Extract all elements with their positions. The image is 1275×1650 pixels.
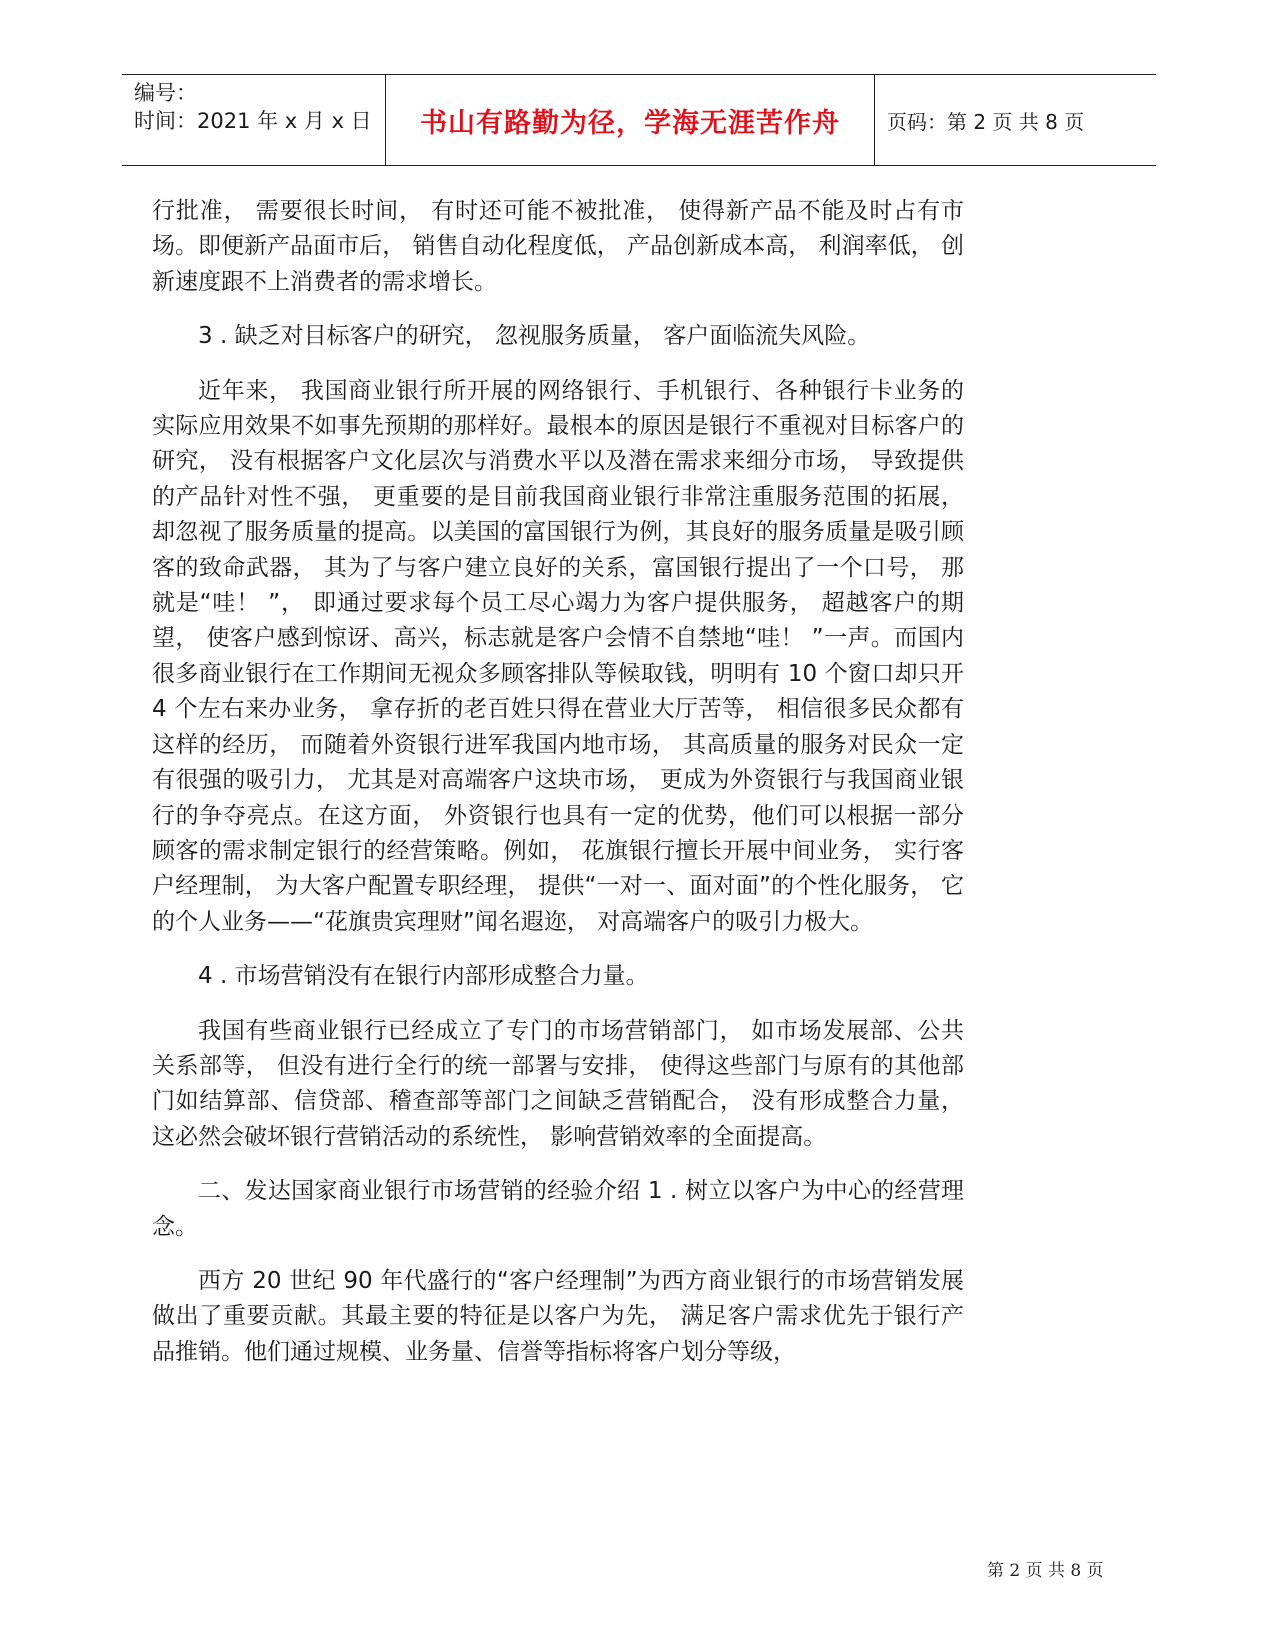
- document-time-label: 时间：2021 年 x 月 x 日: [134, 109, 372, 133]
- page-footer: 第 2 页 共 8 页: [987, 1561, 1104, 1581]
- section-heading: 4 . 市场营销没有在银行内部形成整合力量。: [198, 963, 649, 990]
- section-heading: 3 . 缺乏对目标客户的研究， 忽视服务质量， 客户面临流失风险。: [198, 323, 871, 350]
- body-paragraph: 行批准， 需要很长时间， 有时还可能不被批准， 使得新产品不能及时占有市场。即便新产品面市后， 销售自动化程度低， 产品创新成本高， 利润率低， 创新速度跟不上消费者的需求增长。: [152, 198, 964, 295]
- section-heading: 二、发达国家商业银行市场营销的经验介绍 1 . 树立以客户为中心的经营理念。: [152, 1178, 964, 1240]
- body-paragraph: 近年来， 我国商业银行所开展的网络银行、手机银行、各种银行卡业务的实际应用效果不如事先预期的那样好。最根本的原因是银行不重视对目标客户的研究， 没有根据客户文化层次与消费水平以及潜在需求来细分市场， 导致提供的产品针对性不强， 更重要的是目前我国商业银行非常注重服务范围的拓展， 却忽视了服务质量的提高。以美国的富国银行为例，其良好的服务质量是吸引顾客的致命武器， 其为了与客户建立良好的关系，富国银行提出了一个口号， 那就是“哇！ ”， 即通过要求每个员工尽心竭力为客户提供服务， 超越客户的期望， 使客户感到惊讶、高兴，标志就是客户会情不自禁地“哇！ ”一声。而国内很多商业银行在工作期间无视众多顾客排队等候取钱，明明有 10 个窗口却只开 4 个左右来办业务， 拿存折的老百姓只得在营业大厅苦等， 相信很多民众都有这样的经历， 而随着外资银行进军我国内地市场， 其高质量的服务对民众一定有很强的吸引力， 尤其是对高端客户这块市场， 更成为外资银行与我国商业银行的争夺亮点。在这方面， 外资银行也具有一定的优势，他们可以根据一部分顾客的需求制定银行的经营策略。例如， 花旗银行擅长开展中间业务， 实行客户经理制， 为大客户配置专职经理， 提供“一对一、面对面”的个性化服务， 它的个人业务——“花旗贵宾理财”闻名遐迩， 对高端客户的吸引力极大。: [152, 377, 964, 935]
- header-page-number: 页码：第 2 页 共 8 页: [887, 109, 1085, 134]
- header-meta: [122, 75, 386, 165]
- document-number-label: 编号：: [134, 81, 197, 105]
- body-paragraph: 我国有些商业银行已经成立了专门的市场营销部门， 如市场发展部、公共关系部等， 但没有进行全行的统一部署与安排， 使得这些部门与原有的其他部门如结算部、信贷部、稽查部等部门之间缺乏营销配合， 没有形成整合力量， 这必然会破坏银行营销活动的系统性， 影响营销效率的全面提高。: [152, 1017, 964, 1150]
- header-motto: 书山有路勤为径，学海无涯苦作舟: [386, 75, 875, 165]
- body-paragraph: 西方 20 世纪 90 年代盛行的“客户经理制”为西方商业银行的市场营销发展做出了重要贡献。其最主要的特征是以客户为先， 满足客户需求优先于银行产品推销。他们通过规模、业务量、信誉等指标将客户划分等级，: [152, 1267, 964, 1365]
- page-header: [122, 74, 1156, 166]
- document-body: [152, 194, 964, 1370]
